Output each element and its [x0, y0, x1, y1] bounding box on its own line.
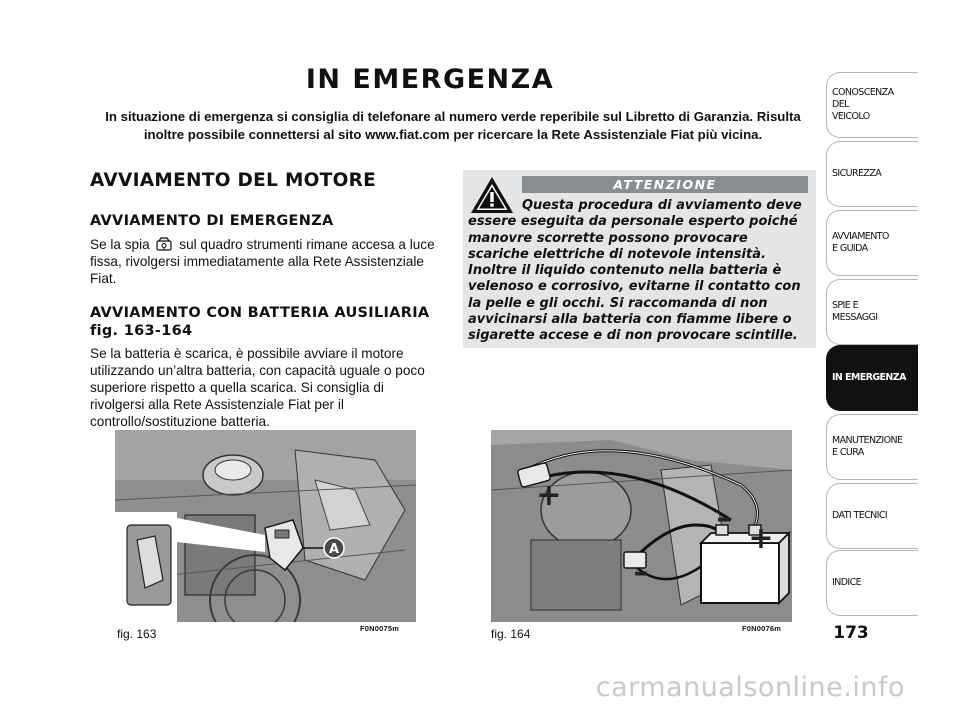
paragraph-auxiliary-battery: Se la batteria è scarica, è possibile avviare il motore utilizzando un’altra batteria, con capacità uguale o poco superiore rispetto a quella scarica. Si consiglia di rivolgersi alla Rete Assistenziale Fiat per il controllo/sostituzione batteria. [90, 346, 425, 429]
tab-label: INDICE [832, 577, 862, 588]
figure-164-minus-top: – [716, 501, 732, 536]
subsection-title-auxiliary-battery: AVVIAMENTO CON BATTERIA AUSILIARIA fig. 163-164 [90, 305, 430, 339]
figure-164-label: fig. 164 [491, 627, 531, 641]
tab-spie-e-messaggi[interactable] [826, 279, 918, 345]
tab-label: MANUTENZIONE E CURA [832, 435, 903, 458]
tab-label: SICUREZZA [832, 168, 882, 179]
tab-manutenzione-e-cura[interactable] [826, 414, 918, 480]
tab-label: DATI TECNICI [832, 510, 888, 521]
tab-in-emergenza[interactable] [826, 345, 918, 411]
warning-text: Questa procedura di avviamento deve essere eseguita da personale esperto poiché manovre scorrette possono provocare scariche elettriche di notevole intensità. Inoltre il liquido contenuto nella batteria è velenoso e corrosivo, evitarne il contatto con la pelle e gli occhi. Si raccomanda di non avvicinarsi alla batteria con fiamme libere o sigarette accese e di non provocare scintille. [468, 198, 802, 344]
tab-label: CONOSCENZA DEL VEICOLO [832, 87, 894, 122]
warning-heading: ATTENZIONE [522, 176, 808, 193]
paragraph-emergency-start [90, 236, 442, 287]
tab-conoscenza-del-veicolo[interactable] [826, 72, 918, 138]
tab-indice[interactable] [826, 550, 918, 616]
figure-163-callout: A [328, 542, 340, 557]
figure-164-plus-right: + [748, 521, 774, 556]
figure-163-image [115, 430, 416, 622]
paragraph-part-b: sul quadro strumenti rimane accesa a luce fissa, rivolgersi immediatamente alla Rete Assistenziale Fiat. [90, 237, 435, 286]
tab-label: AVVIAMENTO E GUIDA [832, 231, 889, 254]
subsection-title-emergency-start: AVVIAMENTO DI EMERGENZA [90, 213, 334, 229]
figure-164-code: F0N0076m [742, 624, 782, 633]
tab-dati-tecnici[interactable] [826, 483, 918, 549]
intro-text: In situazione di emergenza si consiglia di telefonare al numero verde reperibile sul Libretto di Garanzia. Risulta inoltre possibile connettersi al sito www.fiat.com per ricercare la Rete Assistenziale Fiat più vicina. [105, 109, 801, 142]
figure-164-image [491, 430, 792, 622]
figure-164-minus-bottom: – [633, 555, 649, 590]
figure-163-code: F0N0075m [360, 624, 400, 633]
section-title: AVVIAMENTO DEL MOTORE [90, 170, 377, 191]
paragraph-part-a: Se la spia [90, 237, 150, 252]
tab-label: SPIE E MESSAGGI [832, 300, 878, 323]
page-number: 173 [833, 623, 869, 643]
tab-sicurezza[interactable] [826, 141, 918, 207]
watermark: carmanualsonline.info [595, 672, 905, 703]
tab-avviamento-e-guida[interactable] [826, 210, 918, 276]
engine-immobilizer-warning-lamp-icon [155, 236, 173, 252]
figure-164-plus-left: + [536, 478, 562, 513]
page-title: IN EMERGENZA [305, 64, 555, 95]
tab-label: IN EMERGENZA [832, 372, 906, 383]
figure-163-label: fig. 163 [117, 627, 157, 641]
